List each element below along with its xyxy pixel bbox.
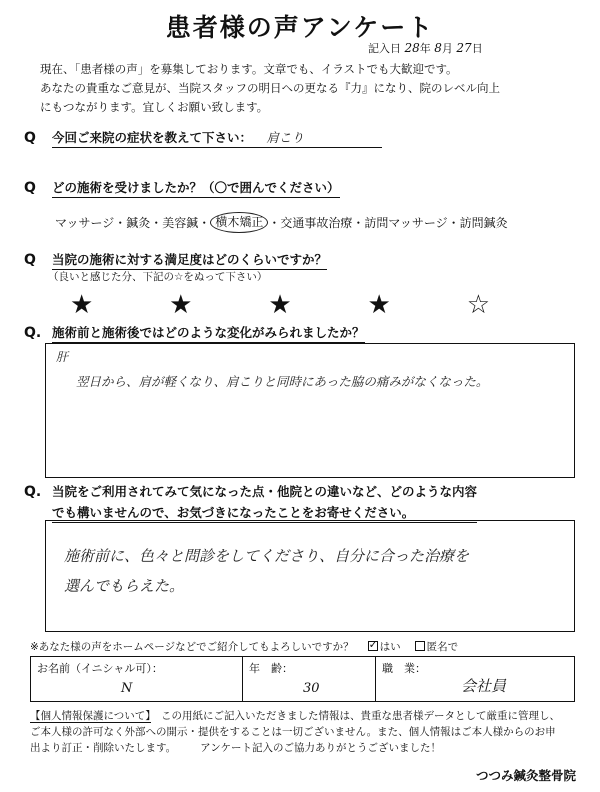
star-empty-icon[interactable]: ☆ [466, 290, 490, 320]
checkbox-yes[interactable] [368, 641, 378, 651]
question-mark: Q [24, 130, 36, 146]
answer-change-box[interactable] [45, 343, 575, 478]
option-beauty-acupuncture[interactable]: 美容鍼・ [162, 216, 211, 230]
date-label: 記入日 [368, 42, 401, 55]
option-traffic-accident[interactable]: ・交通事故治療・ [268, 216, 365, 230]
entry-date [368, 40, 483, 56]
question-satisfaction [24, 250, 327, 270]
date-year: 28 [404, 41, 420, 55]
satisfaction-instructions: （良いと感じた分、下記の☆をぬって下さい） [48, 271, 268, 283]
option-home-acupuncture[interactable]: 訪問鍼灸 [459, 216, 508, 230]
intro-text [40, 60, 580, 117]
date-year-unit: 年 [419, 42, 431, 55]
intro-line: にもつながります。宜しくお願い致します。 [40, 100, 269, 114]
privacy-text: 出より訂正・削除いたします。 [30, 742, 177, 754]
question-change [24, 323, 365, 343]
job-cell[interactable] [376, 657, 574, 701]
question-treatment [24, 178, 340, 198]
thanks-text: アンケート記入のご協力ありがとうございました！ [200, 742, 442, 754]
date-month-unit: 月 [441, 42, 453, 55]
name-value: N [121, 681, 133, 696]
age-value: 30 [303, 681, 320, 696]
answer-symptoms[interactable]: 肩こり [266, 130, 304, 145]
consent-option-yes[interactable] [368, 639, 401, 654]
question-mark: Q. [24, 325, 42, 341]
checkbox-anonymous[interactable] [415, 641, 425, 651]
question-label: 当院をご利用されてみて気になった点・他院との違いなど、どのような内容 [52, 484, 478, 499]
consent-question: ※あなた様の声をホームページなどでご紹介してもよろしいですか？ [30, 641, 354, 653]
star-filled-icon[interactable]: ★ [70, 290, 94, 320]
question-text [52, 128, 382, 148]
star-filled-icon[interactable]: ★ [169, 290, 193, 320]
consent-anon-label: 匿名で [426, 641, 459, 653]
age-cell[interactable] [243, 657, 376, 701]
answer-feedback-box[interactable] [45, 520, 575, 632]
page-title: 患者様の声アンケート [165, 13, 435, 42]
privacy-title: 【個人情報保護について】 [30, 710, 151, 722]
date-month: 8 [434, 41, 442, 55]
treatment-options [55, 214, 508, 231]
question-symptoms [24, 128, 382, 148]
date-day-unit: 日 [471, 42, 483, 55]
option-home-massage[interactable]: 訪問マッサージ・ [364, 216, 460, 230]
question-mark: Q. [24, 484, 42, 500]
job-value: 会社員 [461, 677, 507, 695]
consent-option-anonymous[interactable] [415, 639, 459, 654]
answer-tag: 肝 [56, 350, 69, 364]
publish-consent [30, 639, 458, 654]
option-massage[interactable]: マッサージ・ [55, 216, 127, 230]
name-label: お名前（イニシャル可）： [37, 662, 163, 675]
answer-feedback-line: 施術前に、色々と問診をしてくださり、自分に合った治療を [64, 547, 470, 565]
question-label: どの施術を受けましたか？（〇で囲んでください） [52, 178, 340, 198]
option-correction[interactable]: 横木矯正 [210, 212, 268, 233]
answer-feedback-line: 選んでもらえた。 [64, 577, 185, 595]
question-label: でも構いませんので、お気づきになったことをお寄せください。 [52, 503, 477, 523]
answer-change: 翌日から、肩が軽くなり、肩こりと同時にあった脇の痛みがなくなった。 [76, 374, 489, 389]
name-cell[interactable] [31, 657, 243, 701]
intro-line: 現在、「患者様の声」を募集しております。文章でも、イラストでも大歓迎です。 [40, 62, 458, 76]
star-filled-icon[interactable]: ★ [367, 290, 391, 320]
star-filled-icon[interactable]: ★ [268, 290, 292, 320]
question-label: 施術前と施術後ではどのような変化がみられましたか？ [52, 323, 365, 343]
question-feedback [24, 482, 477, 523]
consent-yes-label: はい [379, 641, 401, 653]
clinic-name: つつみ鍼灸整骨院 [475, 768, 576, 783]
question-mark: Q [24, 252, 36, 268]
option-acupuncture[interactable]: 鍼灸・ [126, 216, 163, 230]
age-label: 年 齢： [249, 662, 293, 675]
satisfaction-rating[interactable] [70, 290, 490, 320]
question-label: 当院の施術に対する満足度はどのくらいですか？ [52, 250, 327, 270]
job-label: 職 業： [382, 662, 426, 675]
question-label: 今回ご来院の症状を教えて下さい： [52, 130, 253, 145]
intro-line: あなたの貴重なご意見が、当院スタッフの明日への更なる『力』になり、院のレベル向上 [40, 81, 500, 95]
privacy-text: ご本人様の許可なく外部への開示・提供をすることは一切ございません。また、個人情報はご本人様からのお申 [30, 726, 556, 738]
privacy-text: この用紙にご記入いただきました情報は、貴重な患者様データとして厳重に管理し、 [161, 710, 561, 722]
date-day: 27 [456, 41, 472, 55]
question-mark: Q [24, 180, 36, 196]
respondent-info [30, 656, 575, 702]
privacy-notice [30, 708, 580, 756]
